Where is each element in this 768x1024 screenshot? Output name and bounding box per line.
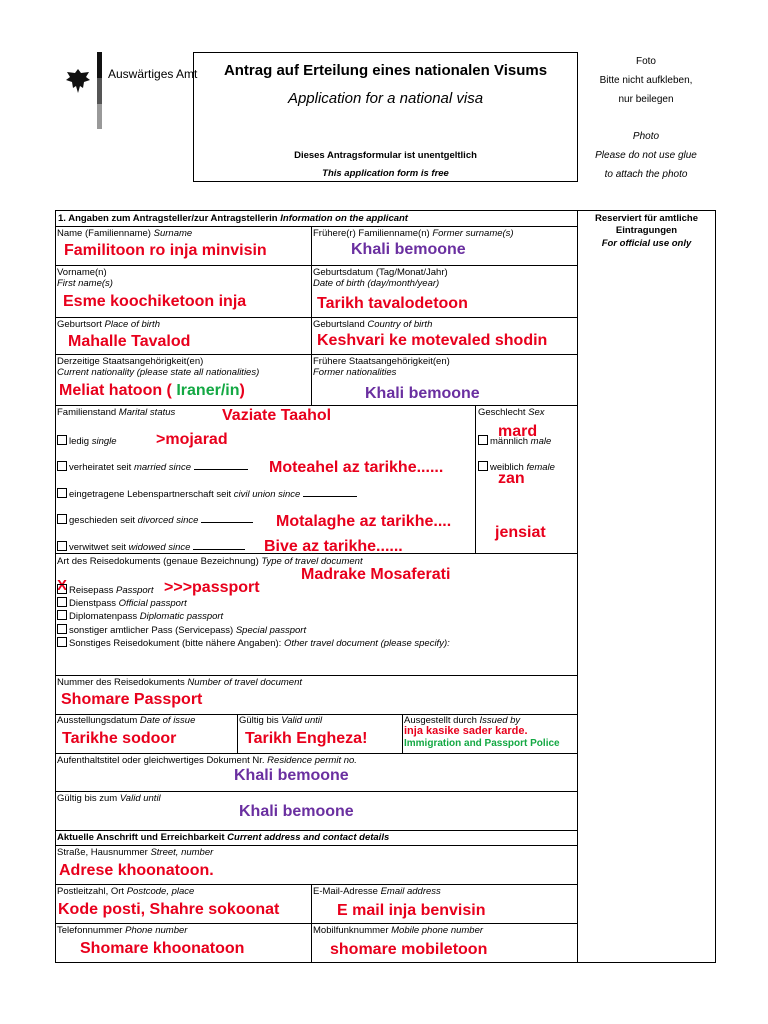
civil-label-de: eingetragene Lebenspartnerschaft seit <box>69 489 232 500</box>
married-label-en: married since <box>133 462 191 473</box>
pob-label-de: Geburtsort <box>57 319 102 330</box>
photo-note-en-1: Please do not use glue <box>595 150 697 161</box>
nationality-value: Meliat hatoon ( <box>59 382 172 399</box>
phone-label <box>57 925 187 936</box>
marital-divorced-option[interactable] <box>57 514 253 526</box>
residence-valid-label-en: Valid until <box>119 793 161 804</box>
street-field[interactable]: Adrese khoonatoon. <box>59 862 214 879</box>
diplomatic-passport-checkbox[interactable] <box>57 610 67 620</box>
title-de: Antrag auf Erteilung eines nationalen Visums <box>223 62 548 79</box>
official-passport-option[interactable] <box>57 597 187 609</box>
first-name-label <box>57 267 113 289</box>
passport-mark: X <box>57 577 68 594</box>
postcode-label-de: Postleitzahl, Ort <box>57 886 125 897</box>
female-label-en: female <box>526 462 555 473</box>
married-note: Moteahel az tarikhe...... <box>269 459 444 476</box>
official-passport-checkbox[interactable] <box>57 597 67 607</box>
surname-field[interactable]: Familitoon ro inja minvisin <box>64 242 267 259</box>
valid-until-label <box>239 715 322 726</box>
travel-doc-label-de: Art des Reisedokuments (genaue Bezeichnung) <box>57 556 259 567</box>
marital-note: Vaziate Taahol <box>222 407 332 424</box>
title-en: Application for a national visa <box>287 90 484 107</box>
flag-stripes <box>97 52 102 129</box>
divorced-checkbox[interactable] <box>57 514 67 524</box>
former-surname-field[interactable]: Khali bemoone <box>351 241 466 258</box>
phone-field[interactable]: Shomare khoonatoon <box>80 940 245 957</box>
residence-valid-label-de: Gültig bis zum <box>57 793 118 804</box>
issued-by-field[interactable]: inja kasike sader karde. <box>404 725 528 737</box>
official-use-en: For official use only <box>601 238 692 249</box>
mobile-label-de: Mobilfunknummer <box>313 925 389 936</box>
official-passport-label-en: Official passport <box>118 598 187 609</box>
female-checkbox[interactable] <box>478 461 488 471</box>
first-name-field[interactable]: Esme koochiketoon inja <box>63 293 247 310</box>
former-nationality-label-de: Frühere Staatsangehörigkeit(en) <box>313 356 450 367</box>
former-surname-label <box>313 228 514 239</box>
single-checkbox[interactable] <box>57 435 67 445</box>
marital-label <box>57 407 175 418</box>
married-checkbox[interactable] <box>57 461 67 471</box>
mobile-field[interactable]: shomare mobiletoon <box>330 941 488 958</box>
male-note: mard <box>498 423 538 440</box>
marital-single-option[interactable] <box>57 435 117 447</box>
diplomatic-passport-label-en: Diplomatic passport <box>139 611 224 622</box>
issued-by-label-en: Issued by <box>479 715 521 726</box>
phone-label-en: Phone number <box>125 925 188 936</box>
postcode-label-en: Postcode, place <box>126 886 195 897</box>
special-passport-label-en: Special passport <box>235 625 307 636</box>
sex-male-option[interactable] <box>478 435 551 447</box>
photo-note-de-2: nur beilegen <box>618 94 674 105</box>
residence-field[interactable]: Khali bemoone <box>234 767 349 784</box>
doc-number-label <box>57 677 302 688</box>
official-use-de-2: Eintragungen <box>615 224 678 236</box>
marital-married-option[interactable] <box>57 461 248 473</box>
other-travel-doc-label-en: Other travel document (please specify): <box>283 638 450 649</box>
widowed-checkbox[interactable] <box>57 541 67 551</box>
official-passport-label-de: Dienstpass <box>69 598 116 609</box>
surname-label <box>57 228 192 239</box>
email-field[interactable]: E mail inja benvisin <box>337 902 486 919</box>
former-nationality-label <box>313 356 450 378</box>
street-label-en: Street, number <box>150 847 214 858</box>
marital-label-en: Marital status <box>118 407 176 418</box>
dob-field[interactable]: Tarikh tavalodetoon <box>317 295 468 312</box>
free-en: This application form is free <box>322 168 449 179</box>
male-label-en: male <box>530 436 552 447</box>
postcode-field[interactable]: Kode posti, Shahre sokoonat <box>58 901 280 918</box>
email-label <box>313 886 441 897</box>
free-de: Dieses Antragsformular ist unentgeltlich <box>294 150 477 161</box>
male-label-de: männlich <box>490 436 529 447</box>
passport-label-de: Reisepass <box>69 585 114 596</box>
first-name-label-de: Vorname(n) <box>57 267 107 278</box>
married-since-blank[interactable] <box>194 469 248 470</box>
official-use-header <box>578 213 715 250</box>
surname-label-de: Name (Familienname) <box>57 228 151 239</box>
valid-until-label-de: Gültig bis <box>239 715 279 726</box>
cob-label <box>313 319 432 330</box>
diplomatic-passport-option[interactable] <box>57 610 223 622</box>
email-label-de: E-Mail-Adresse <box>313 886 378 897</box>
civil-since-blank[interactable] <box>303 496 357 497</box>
special-passport-option[interactable] <box>57 624 306 636</box>
phone-label-de: Telefonnummer <box>57 925 123 936</box>
special-passport-label-de: sonstiger amtlicher Pass (Servicepass) <box>69 625 234 636</box>
residence-label <box>57 755 357 766</box>
issue-date-label-de: Ausstellungsdatum <box>57 715 138 726</box>
photo-note-de-1: Bitte nicht aufkleben, <box>599 75 693 86</box>
pob-label <box>57 319 160 330</box>
nationality-field[interactable] <box>59 382 245 400</box>
marital-label-de: Familienstand <box>57 407 117 418</box>
valid-until-field[interactable]: Tarikh Engheza! <box>245 730 368 747</box>
male-checkbox[interactable] <box>478 435 488 445</box>
first-name-label-en: First name(s) <box>57 278 113 289</box>
travel-doc-label-en: Type of travel document <box>261 556 363 567</box>
dob-label-de: Geburtsdatum (Tag/Monat/Jahr) <box>313 267 448 278</box>
section-applicant-en: Information on the applicant <box>280 213 408 224</box>
former-surname-label-de: Frühere(r) Familienname(n) <box>313 228 430 239</box>
passport-checkbox[interactable] <box>57 584 67 594</box>
pob-field[interactable]: Mahalle Tavalod <box>68 333 191 350</box>
doc-number-field[interactable]: Shomare Passport <box>61 691 203 708</box>
nationality-value-green: Iraner/in <box>176 382 240 399</box>
nationality-label <box>57 356 259 378</box>
email-label-en: Email address <box>380 886 441 897</box>
residence-label-en: Residence permit no. <box>267 755 357 766</box>
female-note: zan <box>498 470 525 487</box>
cob-label-de: Geburtsland <box>313 319 365 330</box>
address-section-header <box>57 832 389 843</box>
female-label-de: weiblich <box>490 462 524 473</box>
pob-label-en: Place of birth <box>104 319 160 330</box>
residence-label-de: Aufenthaltstitel oder gleichwertiges Dokument Nr. <box>57 755 265 766</box>
other-travel-doc-checkbox[interactable] <box>57 637 67 647</box>
official-use-de-1: Reserviert für amtliche <box>595 213 698 224</box>
single-label-de: ledig <box>69 436 90 447</box>
widowed-label-en: widowed since <box>128 542 191 553</box>
civil-label-en: civil union since <box>233 489 301 500</box>
single-label-en: single <box>91 436 117 447</box>
issued-by-label-de: Ausgestellt durch <box>404 715 477 726</box>
sex-label-de: Geschlecht <box>478 407 526 418</box>
section-applicant-header <box>58 213 408 224</box>
nationality-label-en: Current nationality (please state all nationalities) <box>57 367 260 378</box>
former-nationality-label-en: Former nationalities <box>313 367 397 378</box>
issue-date-label <box>57 715 195 726</box>
cob-field[interactable]: Keshvari ke motevaled shodin <box>317 332 548 349</box>
issue-date-field[interactable]: Tarikhe sodoor <box>62 730 177 747</box>
photo-instructions <box>584 52 708 184</box>
divorced-label-de: geschieden seit <box>69 515 136 526</box>
agency-name: Auswärtiges Amt <box>108 67 198 81</box>
marital-civil-option[interactable] <box>57 488 357 500</box>
widowed-since-blank[interactable] <box>193 549 245 550</box>
civil-union-checkbox[interactable] <box>57 488 67 498</box>
dob-label-en: Date of birth (day/month/year) <box>313 278 440 289</box>
nationality-value-end: ) <box>239 382 245 399</box>
photo-label-de: Foto <box>635 56 656 67</box>
widowed-label-de: verwitwet seit <box>69 542 127 553</box>
other-travel-doc-option[interactable] <box>57 637 450 649</box>
diplomatic-passport-label-de: Diplomatenpass <box>69 611 138 622</box>
other-travel-doc-label-de: Sonstiges Reisedokument (bitte nähere Angaben): <box>69 638 282 649</box>
passport-option[interactable] <box>57 584 154 596</box>
divorced-since-blank[interactable] <box>201 522 253 523</box>
postcode-label <box>57 886 194 897</box>
former-surname-label-en: Former surname(s) <box>432 228 514 239</box>
passport-note: >>>passport <box>164 579 260 596</box>
address-section-de: Aktuelle Anschrift und Erreichbarkeit <box>57 832 225 843</box>
marital-widowed-option[interactable] <box>57 541 245 553</box>
doc-number-label-de: Nummer des Reisedokuments <box>57 677 185 688</box>
mobile-label-en: Mobile phone number <box>391 925 484 936</box>
street-label-de: Straße, Hausnummer <box>57 847 148 858</box>
issue-date-label-en: Date of issue <box>139 715 196 726</box>
divorced-note: Motalaghe az tarikhe.... <box>276 513 452 530</box>
surname-label-en: Surname <box>153 228 193 239</box>
travel-doc-note: Madrake Mosaferati <box>301 566 451 583</box>
residence-valid-label <box>57 793 161 804</box>
address-section-en: Current address and contact details <box>227 832 390 843</box>
passport-label-en: Passport <box>116 585 154 596</box>
nationality-label-de: Derzeitige Staatsangehörigkeit(en) <box>57 356 204 367</box>
sex-note: jensiat <box>495 524 546 541</box>
issued-by-authority: Immigration and Passport Police <box>404 738 560 749</box>
photo-note-en-2: to attach the photo <box>604 169 688 180</box>
sex-label <box>478 407 545 418</box>
section-applicant-de: 1. Angaben zum Antragsteller/zur Antragstellerin <box>58 213 278 224</box>
special-passport-checkbox[interactable] <box>57 624 67 634</box>
former-nationality-field[interactable]: Khali bemoone <box>365 385 480 402</box>
street-label <box>57 847 213 858</box>
valid-until-label-en: Valid until <box>281 715 323 726</box>
mobile-label <box>313 925 483 936</box>
divorced-label-en: divorced since <box>137 515 199 526</box>
photo-label-en: Photo <box>632 131 660 142</box>
eagle-logo <box>64 66 92 96</box>
sex-label-en: Sex <box>528 407 545 418</box>
residence-valid-field[interactable]: Khali bemoone <box>239 803 354 820</box>
doc-number-label-en: Number of travel document <box>187 677 303 688</box>
married-label-de: verheiratet seit <box>69 462 132 473</box>
cob-label-en: Country of birth <box>367 319 433 330</box>
dob-label <box>313 267 448 289</box>
single-note: >mojarad <box>156 431 228 448</box>
widowed-note: Bive az tarikhe...... <box>264 538 403 555</box>
